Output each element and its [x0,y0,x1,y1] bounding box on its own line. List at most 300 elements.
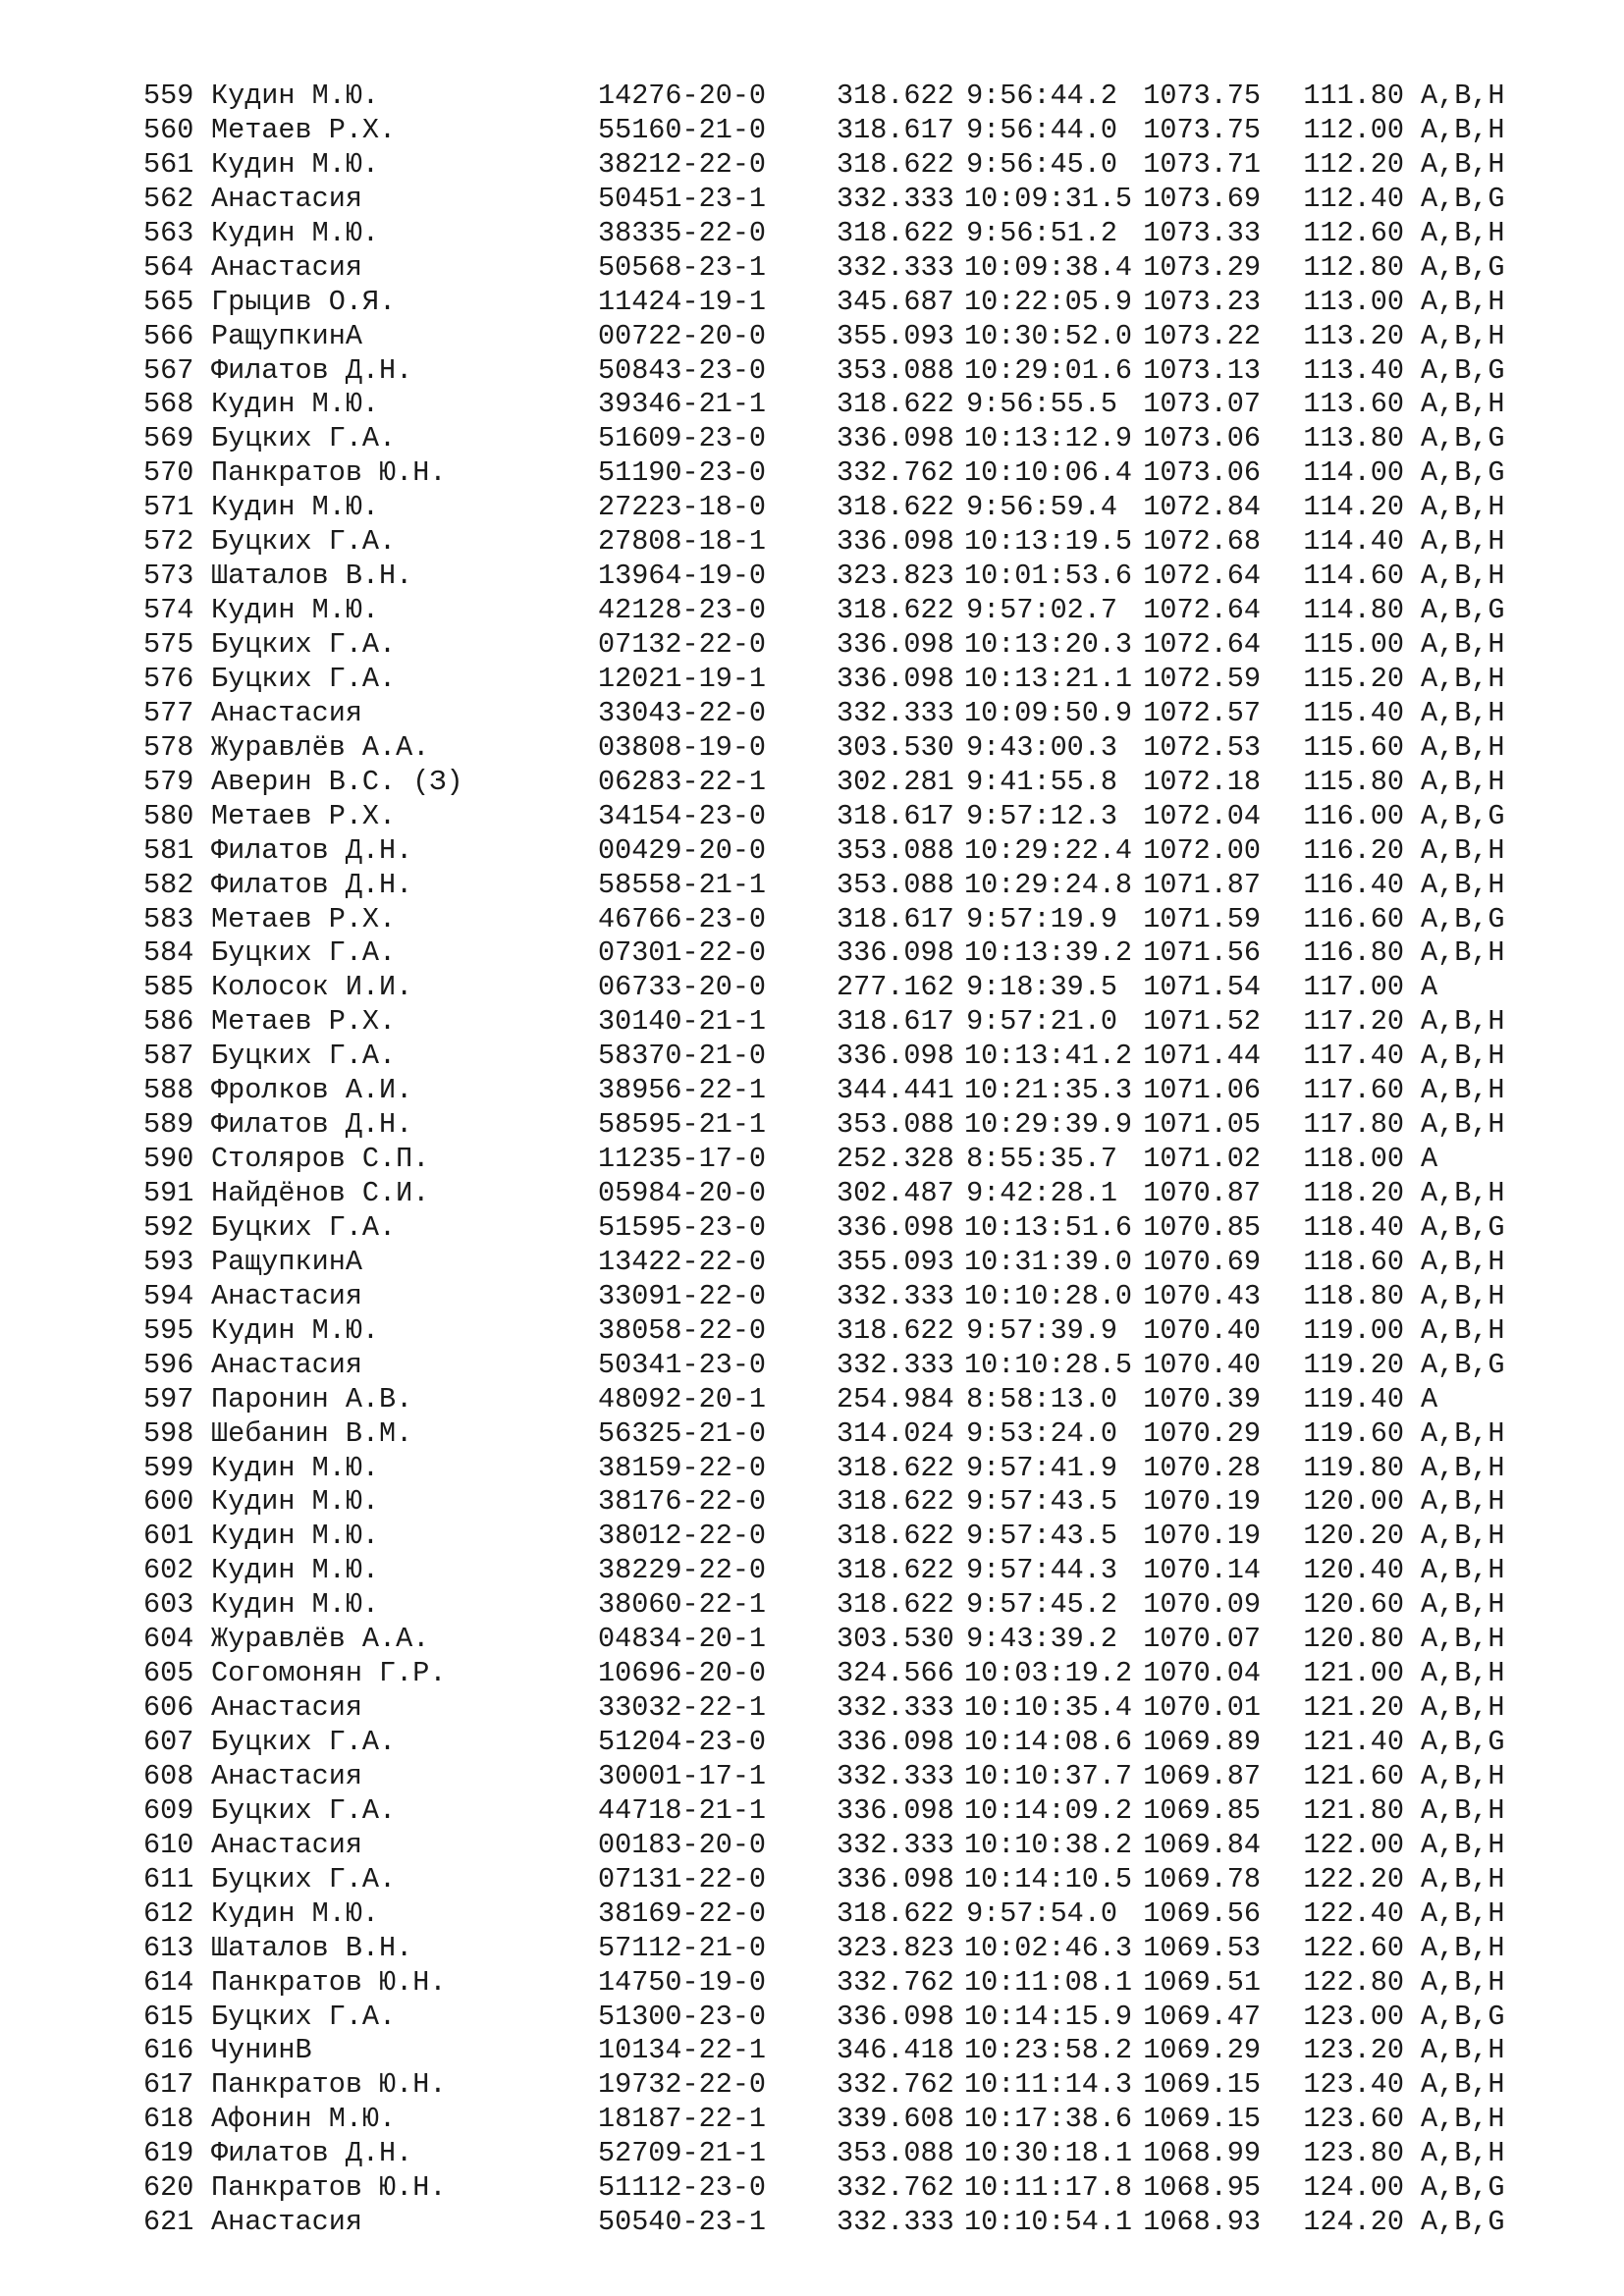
distance: 332.333 [837,696,954,729]
classes: A,B,H [1421,1554,1505,1587]
arrival-time: 8:55:35.7 [966,1143,1117,1176]
classes: A,B,G [1421,594,1505,627]
speed: 1069.15 [1143,2103,1261,2136]
row-number: 602 [143,1554,194,1587]
row-number: 604 [143,1623,194,1656]
points: 123.80 [1303,2137,1404,2170]
table-row [143,697,1597,731]
table-row [143,1554,1597,1588]
speed: 1070.69 [1143,1245,1261,1278]
arrival-time: 9:57:02.7 [966,594,1117,627]
table-row [143,80,1597,114]
fancier-name: Кудин М.Ю. [211,594,380,627]
classes: A,B,H [1421,696,1505,729]
table-row [143,834,1597,869]
fancier-name: Столяров С.П. [211,1143,430,1176]
speed: 1069.84 [1143,1828,1261,1861]
row-number: 568 [143,388,194,421]
distance: 318.617 [837,902,954,935]
distance: 336.098 [837,628,954,661]
speed: 1071.56 [1143,936,1261,970]
points: 112.40 [1303,182,1404,215]
table-row [143,1040,1597,1074]
arrival-time: 10:14:09.2 [964,1793,1133,1827]
speed: 1072.68 [1143,525,1261,559]
fancier-name: Буцких Г.А. [211,1862,397,1896]
speed: 1070.01 [1143,1691,1261,1725]
results-table [143,80,1597,2240]
arrival-time: 10:13:39.2 [964,936,1133,970]
arrival-time: 10:21:35.3 [964,1074,1133,1107]
classes: A,B,H [1421,1759,1505,1792]
table-row [143,869,1597,903]
arrival-time: 9:56:55.5 [966,388,1117,421]
distance: 332.333 [837,1348,954,1381]
classes: A,B,G [1421,422,1505,455]
classes: A,B,H [1421,1931,1505,1964]
arrival-time: 10:29:24.8 [964,868,1133,901]
fancier-name: Метаев Р.Х. [211,113,397,146]
fancier-name: Буцких Г.А. [211,1040,397,1073]
arrival-time: 10:10:35.4 [964,1691,1133,1725]
points: 120.60 [1303,1588,1404,1622]
row-number: 612 [143,1896,194,1930]
arrival-time: 10:10:28.0 [964,1279,1133,1312]
distance: 318.622 [837,491,954,524]
distance: 332.333 [837,1759,954,1792]
arrival-time: 10:10:54.1 [964,2206,1133,2239]
classes: A,B,H [1421,1040,1505,1073]
table-row [143,936,1597,971]
distance: 332.333 [837,1279,954,1312]
row-number: 606 [143,1691,194,1725]
fancier-name: Филатов Д.Н. [211,2137,413,2170]
speed: 1070.19 [1143,1485,1261,1519]
fancier-name: Буцких Г.А. [211,422,397,455]
table-row [143,1417,1597,1452]
classes: A,B,H [1421,628,1505,661]
fancier-name: Буцких Г.А. [211,628,397,661]
speed: 1071.06 [1143,1074,1261,1107]
arrival-time: 9:57:21.0 [966,1005,1117,1039]
points: 119.00 [1303,1313,1404,1347]
row-number: 607 [143,1726,194,1758]
table-row [143,525,1597,560]
arrival-time: 10:13:41.2 [964,1040,1133,1073]
fancier-name: Метаев Р.Х. [211,902,397,935]
ring-number: 50540-23-1 [598,2206,767,2239]
classes: A,B,H [1421,113,1505,146]
row-number: 585 [143,971,194,1004]
row-number: 594 [143,1279,194,1312]
table-row [143,560,1597,594]
ring-number: 51190-23-0 [598,456,767,490]
points: 122.80 [1303,1965,1404,1999]
arrival-time: 9:42:28.1 [966,1177,1117,1209]
points: 122.60 [1303,1931,1404,1964]
distance: 332.333 [837,1691,954,1725]
row-number: 609 [143,1793,194,1827]
arrival-time: 9:57:54.0 [966,1896,1117,1930]
fancier-name: Метаев Р.Х. [211,1005,397,1039]
speed: 1072.59 [1143,662,1261,695]
table-row [143,800,1597,834]
ring-number: 46766-23-0 [598,902,767,935]
row-number: 589 [143,1108,194,1142]
distance: 346.418 [837,2034,954,2067]
row-number: 593 [143,1245,194,1278]
table-row [143,2068,1597,2103]
table-row [143,1452,1597,1486]
table-row [143,422,1597,456]
distance: 302.281 [837,765,954,798]
table-row [143,766,1597,800]
arrival-time: 9:43:39.2 [966,1623,1117,1656]
speed: 1072.57 [1143,696,1261,729]
points: 115.00 [1303,628,1404,661]
table-row [143,388,1597,422]
row-number: 599 [143,1451,194,1484]
points: 114.40 [1303,525,1404,559]
classes: A,B,G [1421,1726,1505,1758]
fancier-name: Панкратов Ю.Н. [211,1965,447,1999]
table-row [143,1966,1597,2001]
arrival-time: 10:09:31.5 [964,182,1133,215]
distance: 332.762 [837,2068,954,2102]
row-number: 579 [143,765,194,798]
table-row [143,114,1597,148]
fancier-name: Филатов Д.Н. [211,833,413,867]
classes: A,B,G [1421,250,1505,284]
speed: 1073.29 [1143,250,1261,284]
table-row [143,1691,1597,1726]
ring-number: 14276-20-0 [598,80,767,112]
ring-number: 34154-23-0 [598,799,767,832]
classes: A,B,H [1421,1177,1505,1209]
table-row [143,1932,1597,1966]
speed: 1070.29 [1143,1416,1261,1450]
distance: 254.984 [837,1382,954,1415]
points: 115.60 [1303,730,1404,764]
ring-number: 38229-22-0 [598,1554,767,1587]
ring-number: 04834-20-1 [598,1623,767,1656]
table-row [143,251,1597,286]
points: 123.60 [1303,2103,1404,2136]
speed: 1073.06 [1143,456,1261,490]
table-row [143,320,1597,354]
distance: 336.098 [837,1040,954,1073]
classes: A,B,H [1421,80,1505,112]
table-row [143,2001,1597,2035]
arrival-time: 9:57:12.3 [966,799,1117,832]
table-row [143,491,1597,525]
distance: 318.617 [837,1005,954,1039]
ring-number: 07131-22-0 [598,1862,767,1896]
table-row [143,663,1597,697]
table-row [143,1726,1597,1760]
classes: A,B,G [1421,182,1505,215]
distance: 332.333 [837,182,954,215]
fancier-name: Кудин М.Ю. [211,1313,380,1347]
ring-number: 50341-23-0 [598,1348,767,1381]
classes: A,B,G [1421,1210,1505,1244]
arrival-time: 10:13:20.3 [964,628,1133,661]
speed: 1073.33 [1143,216,1261,249]
row-number: 578 [143,730,194,764]
classes: A,B,H [1421,2137,1505,2170]
ring-number: 06733-20-0 [598,971,767,1004]
classes: A,B,H [1421,1520,1505,1553]
speed: 1073.75 [1143,113,1261,146]
fancier-name: Филатов Д.Н. [211,353,413,387]
speed: 1071.02 [1143,1143,1261,1176]
speed: 1069.89 [1143,1726,1261,1758]
table-row [143,2206,1597,2240]
fancier-name: Анастасия [211,1348,362,1381]
row-number: 583 [143,902,194,935]
distance: 332.762 [837,456,954,490]
fancier-name: Кудин М.Ю. [211,80,380,112]
ring-number: 11424-19-1 [598,285,767,318]
classes: A,B,H [1421,2103,1505,2136]
speed: 1073.13 [1143,353,1261,387]
fancier-name: Кудин М.Ю. [211,1554,380,1587]
arrival-time: 9:18:39.5 [966,971,1117,1004]
distance: 332.333 [837,250,954,284]
row-number: 582 [143,868,194,901]
row-number: 587 [143,1040,194,1073]
ring-number: 03808-19-0 [598,730,767,764]
row-number: 584 [143,936,194,970]
arrival-time: 10:14:10.5 [964,1862,1133,1896]
table-row [143,217,1597,251]
classes: A,B,H [1421,1416,1505,1450]
ring-number: 51204-23-0 [598,1726,767,1758]
arrival-time: 9:56:45.0 [966,147,1117,181]
distance: 318.622 [837,216,954,249]
points: 122.20 [1303,1862,1404,1896]
row-number: 588 [143,1074,194,1107]
classes: A,B,H [1421,936,1505,970]
distance: 339.608 [837,2103,954,2136]
row-number: 613 [143,1931,194,1964]
arrival-time: 9:57:19.9 [966,902,1117,935]
classes: A,B,H [1421,285,1505,318]
points: 116.40 [1303,868,1404,901]
points: 115.80 [1303,765,1404,798]
points: 117.60 [1303,1074,1404,1107]
arrival-time: 9:56:51.2 [966,216,1117,249]
fancier-name: Панкратов Ю.Н. [211,2171,447,2205]
classes: A [1421,971,1438,1004]
row-number: 608 [143,1759,194,1792]
fancier-name: Паронин А.В. [211,1382,413,1415]
ring-number: 39346-21-1 [598,388,767,421]
classes: A,B,H [1421,662,1505,695]
fancier-name: ЧунинВ [211,2034,312,2067]
table-row [143,1760,1597,1794]
distance: 318.622 [837,80,954,112]
points: 118.20 [1303,1177,1404,1209]
distance: 318.622 [837,388,954,421]
row-number: 562 [143,182,194,215]
distance: 318.622 [837,1485,954,1519]
classes: A,B,G [1421,1348,1505,1381]
row-number: 567 [143,353,194,387]
arrival-time: 10:13:51.6 [964,1210,1133,1244]
distance: 336.098 [837,1726,954,1758]
ring-number: 52709-21-1 [598,2137,767,2170]
table-row [143,1485,1597,1520]
fancier-name: Буцких Г.А. [211,1726,397,1758]
ring-number: 51609-23-0 [598,422,767,455]
row-number: 560 [143,113,194,146]
classes: A,B,H [1421,1862,1505,1896]
points: 123.00 [1303,2000,1404,2033]
arrival-time: 9:57:43.5 [966,1485,1117,1519]
distance: 318.622 [837,1554,954,1587]
speed: 1068.95 [1143,2171,1261,2205]
ring-number: 38169-22-0 [598,1896,767,1930]
speed: 1069.56 [1143,1896,1261,1930]
distance: 302.487 [837,1177,954,1209]
fancier-name: Кудин М.Ю. [211,216,380,249]
ring-number: 50451-23-1 [598,182,767,215]
classes: A,B,H [1421,2068,1505,2102]
fancier-name: Панкратов Ю.Н. [211,2068,447,2102]
distance: 336.098 [837,1210,954,1244]
distance: 336.098 [837,2000,954,2033]
fancier-name: Афонин М.Ю. [211,2103,397,2136]
table-row [143,1143,1597,1177]
row-number: 596 [143,1348,194,1381]
arrival-time: 10:14:08.6 [964,1726,1133,1758]
table-row [143,1897,1597,1932]
row-number: 615 [143,2000,194,2033]
speed: 1072.53 [1143,730,1261,764]
table-row [143,2103,1597,2137]
fancier-name: Грыцив О.Я. [211,285,397,318]
points: 117.20 [1303,1005,1404,1039]
fancier-name: Буцких Г.А. [211,1793,397,1827]
ring-number: 11235-17-0 [598,1143,767,1176]
distance: 318.622 [837,594,954,627]
ring-number: 00722-20-0 [598,319,767,352]
fancier-name: Кудин М.Ю. [211,1520,380,1553]
fancier-name: Шаталов В.Н. [211,1931,413,1964]
classes: A,B,H [1421,833,1505,867]
arrival-time: 9:57:41.9 [966,1451,1117,1484]
row-number: 564 [143,250,194,284]
speed: 1071.44 [1143,1040,1261,1073]
table-row [143,1005,1597,1040]
arrival-time: 10:17:38.6 [964,2103,1133,2136]
table-row [143,1794,1597,1829]
classes: A,B,H [1421,1279,1505,1312]
points: 121.00 [1303,1657,1404,1690]
points: 115.20 [1303,662,1404,695]
speed: 1072.64 [1143,628,1261,661]
distance: 323.823 [837,560,954,593]
distance: 353.088 [837,2137,954,2170]
distance: 277.162 [837,971,954,1004]
ring-number: 56325-21-0 [598,1416,767,1450]
arrival-time: 10:11:14.3 [964,2068,1133,2102]
fancier-name: Согомонян Г.Р. [211,1657,447,1690]
table-row [143,903,1597,937]
speed: 1073.06 [1143,422,1261,455]
table-row [143,286,1597,320]
ring-number: 38060-22-1 [598,1588,767,1622]
speed: 1069.53 [1143,1931,1261,1964]
row-number: 603 [143,1588,194,1622]
fancier-name: Буцких Г.А. [211,2000,397,2033]
classes: A,B,H [1421,525,1505,559]
speed: 1072.04 [1143,799,1261,832]
distance: 318.622 [837,147,954,181]
row-number: 595 [143,1313,194,1347]
points: 116.80 [1303,936,1404,970]
fancier-name: Анастасия [211,182,362,215]
fancier-name: РащупкинА [211,1245,362,1278]
arrival-time: 10:09:50.9 [964,696,1133,729]
ring-number: 33043-22-0 [598,696,767,729]
distance: 318.617 [837,799,954,832]
classes: A,B,H [1421,1828,1505,1861]
ring-number: 51595-23-0 [598,1210,767,1244]
table-row [143,1383,1597,1417]
table-row [143,354,1597,389]
distance: 336.098 [837,662,954,695]
fancier-name: Анастасия [211,696,362,729]
ring-number: 10134-22-1 [598,2034,767,2067]
points: 122.40 [1303,1896,1404,1930]
arrival-time: 10:10:38.2 [964,1828,1133,1861]
fancier-name: Филатов Д.Н. [211,868,413,901]
fancier-name: Буцких Г.А. [211,1210,397,1244]
distance: 336.098 [837,1862,954,1896]
ring-number: 27808-18-1 [598,525,767,559]
fancier-name: Филатов Д.Н. [211,1108,413,1142]
speed: 1069.47 [1143,2000,1261,2033]
ring-number: 48092-20-1 [598,1382,767,1415]
distance: 318.622 [837,1520,954,1553]
table-row [143,971,1597,1005]
arrival-time: 9:56:59.4 [966,491,1117,524]
fancier-name: Найдёнов С.И. [211,1177,430,1209]
table-row [143,1349,1597,1383]
speed: 1068.93 [1143,2206,1261,2239]
fancier-name: Анастасия [211,1279,362,1312]
classes: A,B,H [1421,1657,1505,1690]
ring-number: 42128-23-0 [598,594,767,627]
speed: 1070.28 [1143,1451,1261,1484]
points: 114.20 [1303,491,1404,524]
speed: 1073.07 [1143,388,1261,421]
points: 119.40 [1303,1382,1404,1415]
arrival-time: 9:57:39.9 [966,1313,1117,1347]
points: 121.80 [1303,1793,1404,1827]
fancier-name: Кудин М.Ю. [211,491,380,524]
ring-number: 44718-21-1 [598,1793,767,1827]
points: 113.60 [1303,388,1404,421]
row-number: 569 [143,422,194,455]
points: 123.20 [1303,2034,1404,2067]
row-number: 581 [143,833,194,867]
classes: A,B,H [1421,1245,1505,1278]
ring-number: 58558-21-1 [598,868,767,901]
row-number: 574 [143,594,194,627]
